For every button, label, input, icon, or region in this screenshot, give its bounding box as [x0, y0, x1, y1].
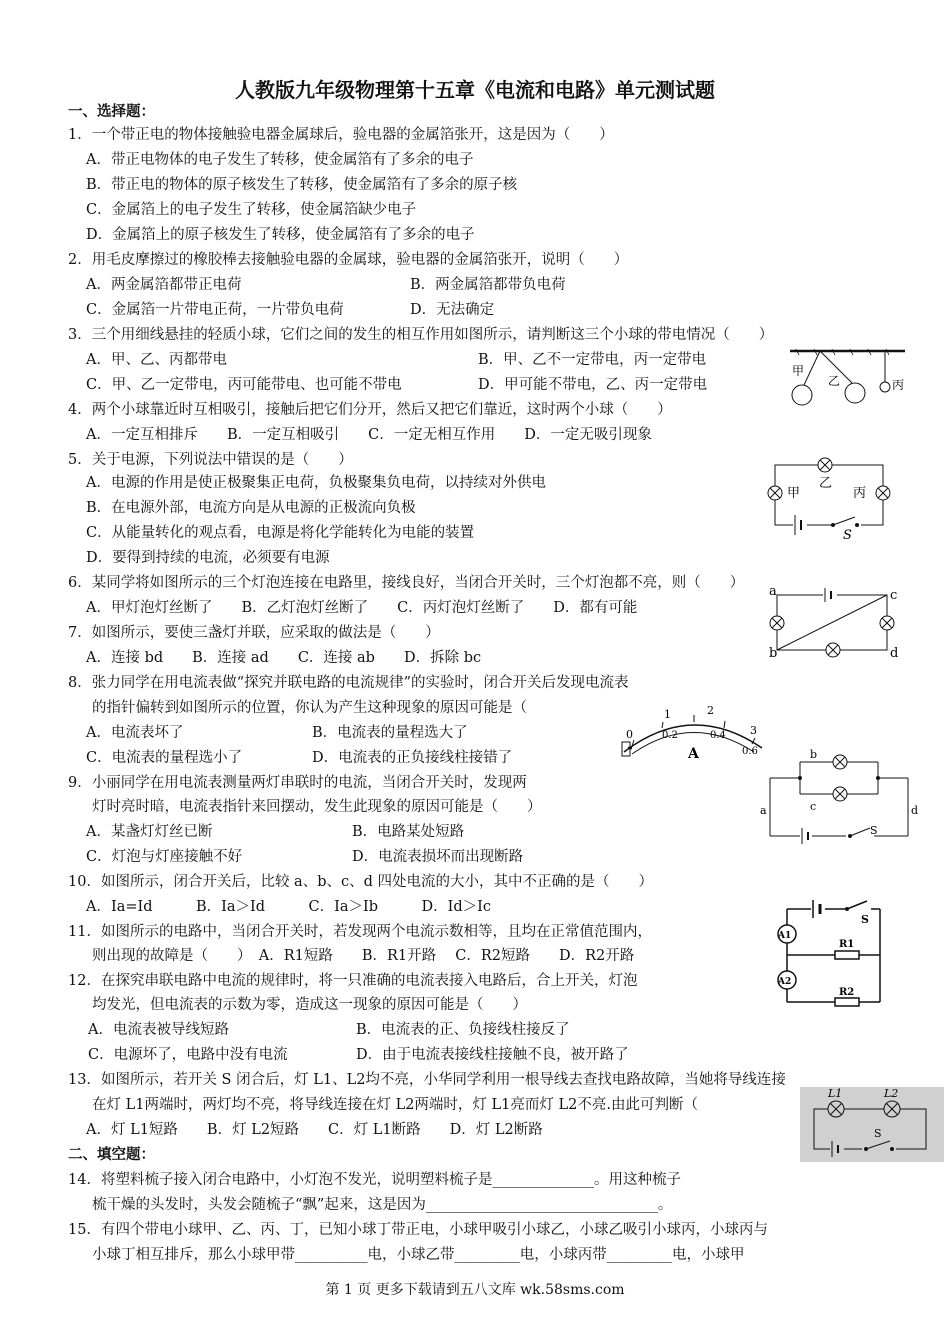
ammeter-resistor-circuit-figure [775, 897, 895, 1017]
question-line: 15．有四个带电小球甲、乙、丙、丁，已知小球丁带正电，小球甲吸引小球乙，小球乙吸引小球丙，小球丙与 [68, 1222, 768, 1238]
question-line: B．电路某处短路 [352, 824, 465, 840]
question-line: 2．用毛皮摩擦过的橡胶棒去接触验电器的金属球，验电器的金属箔张开，说明（ ） [68, 252, 629, 268]
question-line: C．电流表的量程选小了 [86, 750, 243, 766]
question-line: C．从能量转化的观点看，电源是将化学能转化为电能的装置 [86, 525, 475, 541]
question-line: B．电流表的正、负接线柱接反了 [356, 1022, 570, 1038]
lamp-l2: L2 [884, 1087, 899, 1100]
question-line: A．连接 bd B．连接 ad C．连接 ab D．拆除 bc [86, 650, 482, 666]
question-line: 灯时亮时暗，电流表指针来回摆动，发生此现象的原因可能是（ ） [92, 799, 542, 815]
question-line: A．甲、乙、丙都带电 [86, 352, 227, 368]
switch-s13: S [874, 1127, 882, 1140]
ammeter-a2: A2 [778, 977, 792, 987]
ammeter-dial-figure [612, 702, 772, 774]
question-line: 均发光，但电流表的示数为零，造成这一现象的原因可能是（ ） [92, 997, 527, 1013]
parallel-circuit-figure [760, 748, 920, 848]
question-line: 14．将塑料梳子接入闭合电路中，小灯泡不发光，说明塑料梳子是______________。用这种梳子 [68, 1172, 681, 1188]
question-line: 9．小丽同学在用电流表测量两灯串联时的电流，当闭合开关时，发现两 [68, 775, 527, 791]
page-title: 人教版九年级物理第十五章《电流和电路》单元测试题 [235, 78, 715, 102]
question-line: C．金属箔上的电子发生了转移，使金属箔缺少电子 [86, 202, 417, 218]
tick-0-6: 0.6 [742, 746, 758, 757]
question-line: 13．如图所示，若开关 S 闭合后，灯 L1、L2均不亮，小华同学利用一根导线去查找电路故障，当她将导线连接 [68, 1072, 786, 1088]
question-line: C．金属箔一片带电正荷，一片带负电荷 [86, 302, 344, 318]
question-line: D．要得到持续的电流，必须要有电源 [86, 550, 330, 566]
tick-0-2: 0.2 [662, 730, 678, 741]
question-line: C．电源坏了，电路中没有电流 [88, 1047, 288, 1063]
node-b: b [769, 646, 778, 661]
lamp-l1: L1 [828, 1087, 843, 1100]
switch-s9: S [870, 824, 878, 837]
section-heading-fill: 二、填空题： [68, 1146, 155, 1163]
hanging-balls-figure [790, 345, 910, 410]
node-b9: b [810, 748, 818, 761]
question-line: B．甲、乙不一定带电，丙一定带电 [478, 352, 707, 368]
question-line: A．电源的作用是使正极聚集正电荷，负极聚集负电荷，以持续对外供电 [86, 475, 546, 491]
question-line: A．Ia=Id B．Ia＞Id C．Ia＞Ib D．Id＞Ic [86, 899, 492, 915]
lamp-label-bing: 丙 [853, 486, 867, 501]
question-line: 7．如图所示，要使三盏灯并联，应采取的做法是（ ） [68, 625, 440, 641]
question-line: A．甲灯泡灯丝断了 B．乙灯泡灯丝断了 C．丙灯泡灯丝断了 D．都有可能 [86, 600, 638, 616]
question-line: A．带正电物体的电子发生了转移，使金属箔有了多余的电子 [86, 152, 474, 168]
node-a9: a [760, 804, 767, 817]
question-line: D．无法确定 [410, 302, 495, 318]
question-line: 5．关于电源，下列说法中错误的是（ ） [68, 452, 353, 468]
tick-2: 2 [707, 704, 714, 717]
abcd-circuit-figure [765, 585, 905, 665]
page-footer: 第 1 页 更多下载请到五八文库 wk.58sms.com [325, 1282, 625, 1298]
ammeter-a1: A1 [778, 931, 792, 941]
lamp-label-jia: 甲 [787, 486, 801, 501]
section-heading-choice: 一、选择题： [68, 103, 155, 120]
resistor-r1: R1 [839, 939, 855, 950]
question-line: 小球丁相互排斥，那么小球甲带__________电，小球乙带_________电，小球丙带_________电，小球甲 [92, 1247, 745, 1263]
lamp-label-yi: 乙 [819, 476, 833, 491]
question-line: A．电流表被导线短路 [88, 1022, 229, 1038]
question-line: D．由于电流表接线柱接触不良，被开路了 [356, 1047, 629, 1063]
two-lamp-circuit-figure [800, 1087, 944, 1162]
question-line: 11．如图所示的电路中，当闭合开关时，若发现两个电流示数相等，且均在正常值范围内， [68, 924, 652, 940]
question-line: A．电流表坏了 [86, 725, 184, 741]
question-line: C．灯泡与灯座接触不好 [86, 849, 243, 865]
question-line: 4．两个小球靠近时互相吸引，接触后把它们分开，然后又把它们靠近，这时两个小球（ ） [68, 402, 672, 418]
question-line: B．两金属箔都带负电荷 [410, 277, 566, 293]
switch-label-s: S [843, 528, 852, 543]
question-line: 在灯 L1两端时，两灯均不亮，将导线连接在灯 L2两端时，灯 L1亮而灯 L2不亮.由此可判断（ [92, 1097, 698, 1113]
question-line: A．某盏灯灯丝已断 [86, 824, 213, 840]
question-line: B．带正电的物体的原子核发生了转移，使金属箔有了多余的原子核 [86, 177, 518, 193]
question-line: 3．三个用细线悬挂的轻质小球，它们之间的发生的相互作用如图所示，请判断这三个小球的带电情况（ ） [68, 327, 774, 343]
node-d9: d [911, 804, 919, 817]
question-line: 的指针偏转到如图所示的位置，你认为产生这种现象的原因可能是（ [92, 700, 527, 716]
question-line: D．电流表损坏而出现断路 [352, 849, 524, 865]
tick-0: 0 [626, 728, 633, 741]
question-line: 1．一个带正电的物体接触验电器金属球后，验电器的金属箔张开，这是因为（ ） [68, 127, 614, 143]
question-line: D．甲可能不带电，乙、丙一定带电 [478, 377, 708, 393]
unit-a: A [688, 746, 699, 762]
three-lamp-circuit-figure [765, 457, 895, 542]
label-yi: 乙 [828, 374, 841, 388]
question-line: B．在电源外部，电流方向是从电源的正极流向负极 [86, 500, 416, 516]
node-d: d [890, 646, 899, 661]
question-line: 梳干燥的头发时，头发会随梳子“飘”起来，这是因为________________________________。 [92, 1197, 673, 1213]
question-line: A．两金属箔都带正电荷 [86, 277, 242, 293]
resistor-r2: R2 [839, 987, 855, 998]
node-a: a [769, 584, 777, 599]
tick-1: 1 [664, 708, 671, 721]
question-line: D．电流表的正负接线柱接错了 [312, 750, 513, 766]
question-line: 10．如图所示，闭合开关后，比较 a、b、c、d 四处电流的大小，其中不正确的是（ ） [68, 874, 653, 890]
question-line: B．电流表的量程选大了 [312, 725, 468, 741]
question-line: 8．张力同学在用电流表做“探究并联电路的电流规律”的实验时，闭合开关后发现电流表 [68, 675, 629, 691]
label-bing: 丙 [892, 378, 905, 392]
question-line: 则出现的故障是（ ） A．R1短路 B．R1开路 C．R2短路 D．R2开路 [92, 948, 635, 964]
node-c9: c [810, 800, 817, 813]
question-line: A．一定互相排斥 B．一定互相吸引 C．一定无相互作用 D．一定无吸引现象 [86, 427, 652, 443]
node-c: c [890, 588, 898, 603]
tick-0-4: 0.4 [710, 730, 726, 741]
question-line: D．金属箔上的原子核发生了转移，使金属箔有了多余的电子 [86, 227, 475, 243]
tick-3: 3 [750, 724, 757, 737]
switch-s11: S [861, 913, 869, 926]
label-jia: 甲 [792, 364, 805, 378]
question-line: 6．某同学将如图所示的三个灯泡连接在电路里，接线良好，当闭合开关时，三个灯泡都不亮，则（ ） [68, 575, 745, 591]
question-line: A．灯 L1短路 B．灯 L2短路 C．灯 L1断路 D．灯 L2断路 [86, 1122, 543, 1138]
question-line: 12．在探究串联电路中电流的规律时，将一只准确的电流表接入电路后，合上开关，灯泡 [68, 973, 638, 989]
question-line: C．甲、乙一定带电，丙可能带电、也可能不带电 [86, 377, 402, 393]
